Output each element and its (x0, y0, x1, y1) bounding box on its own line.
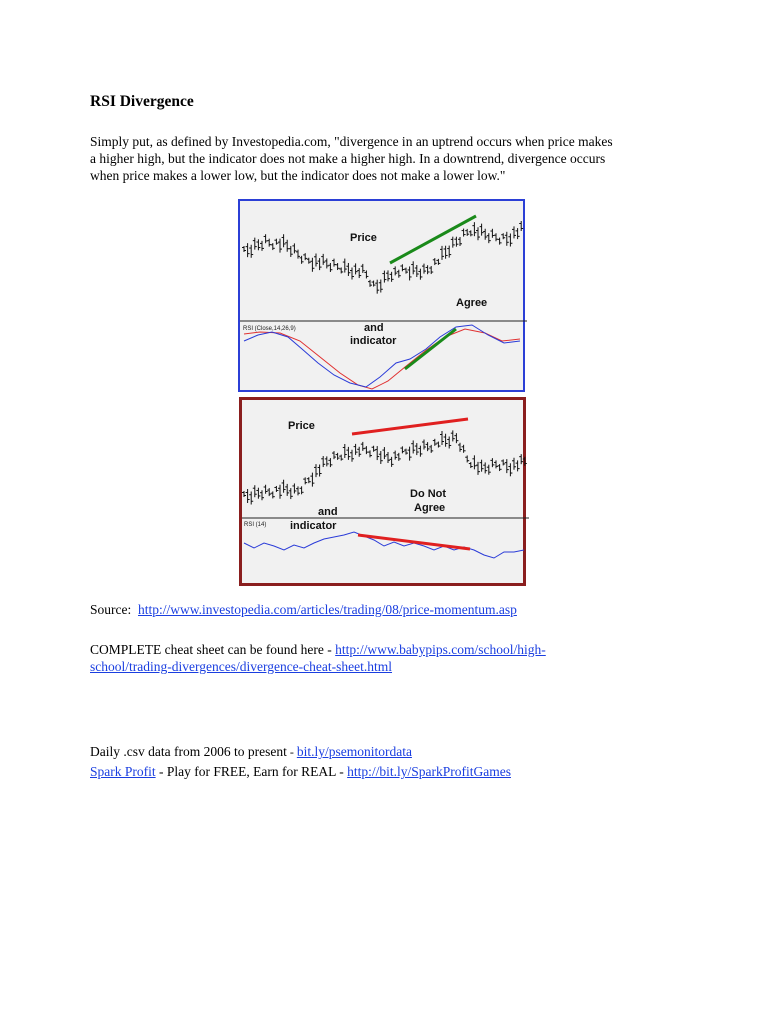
disagree-indicator-trendline (358, 535, 470, 549)
daily-data-line (90, 744, 412, 760)
agree-chart-svg (240, 201, 527, 394)
page-heading: RSI Divergence (90, 93, 194, 110)
daily-separator: - (286, 745, 297, 759)
disagree-price-trendline (352, 419, 468, 434)
spark-line (90, 764, 511, 780)
indicator-label: indicator (350, 335, 397, 347)
daily-data-link[interactable]: bit.ly/psemonitordata (296, 744, 412, 759)
spark-text: - Play for FREE, Earn for REAL - (155, 764, 348, 779)
price-bars (242, 430, 527, 504)
spark-games-link[interactable]: http://bit.ly/SparkProfitGames (347, 764, 511, 779)
intro-paragraph (90, 133, 690, 184)
indicator-label: indicator (290, 520, 337, 532)
indicator-caption: RSI (14) (244, 522, 267, 528)
agree-price-trendline (390, 216, 476, 263)
price-label: Price (350, 232, 377, 244)
source-link[interactable]: http://www.investopedia.com/articles/trading/08/price-momentum.asp (138, 602, 517, 617)
do-not-label: Do Not (410, 488, 447, 500)
source-line (90, 602, 517, 618)
disagree-chart-svg (242, 400, 529, 589)
cheatsheet-line (90, 642, 546, 658)
and-label: and (364, 322, 384, 334)
price-label: Price (288, 420, 315, 432)
source-label: Source: (90, 602, 132, 617)
agree-indicator-trendline (405, 329, 456, 369)
agree-label: Agree (456, 297, 488, 309)
agree-chart-panel (238, 199, 525, 392)
intro-line: a higher high, but the indicator does not make a higher high. In a downtrend, divergence occurs (90, 151, 606, 166)
disagree-chart-panel (239, 397, 526, 586)
cheatsheet-link-continued[interactable]: school/trading-divergences/divergence-cheat-sheet.html (90, 659, 393, 674)
and-label: and (318, 506, 338, 518)
cheatsheet-text: COMPLETE cheat sheet can be found here - (90, 642, 336, 657)
indicator-caption: RSI (Close,14,26,9) (243, 326, 296, 332)
intro-line: when price makes a lower low, but the indicator does not make a lower low." (90, 168, 506, 183)
cheatsheet-link[interactable]: http://www.babypips.com/school/high- (335, 642, 546, 657)
agree-label: Agree (414, 502, 446, 514)
divergence-figure (238, 199, 530, 589)
price-bars (242, 221, 523, 294)
daily-text: Daily .csv data from 2006 to present (90, 744, 287, 759)
cheatsheet-line-2 (90, 659, 392, 675)
spark-profit-link[interactable]: Spark Profit (90, 764, 156, 779)
intro-line: Simply put, as defined by Investopedia.com, "divergence in an uptrend occurs when price makes (90, 134, 613, 149)
indicator-blue-line (244, 532, 524, 558)
